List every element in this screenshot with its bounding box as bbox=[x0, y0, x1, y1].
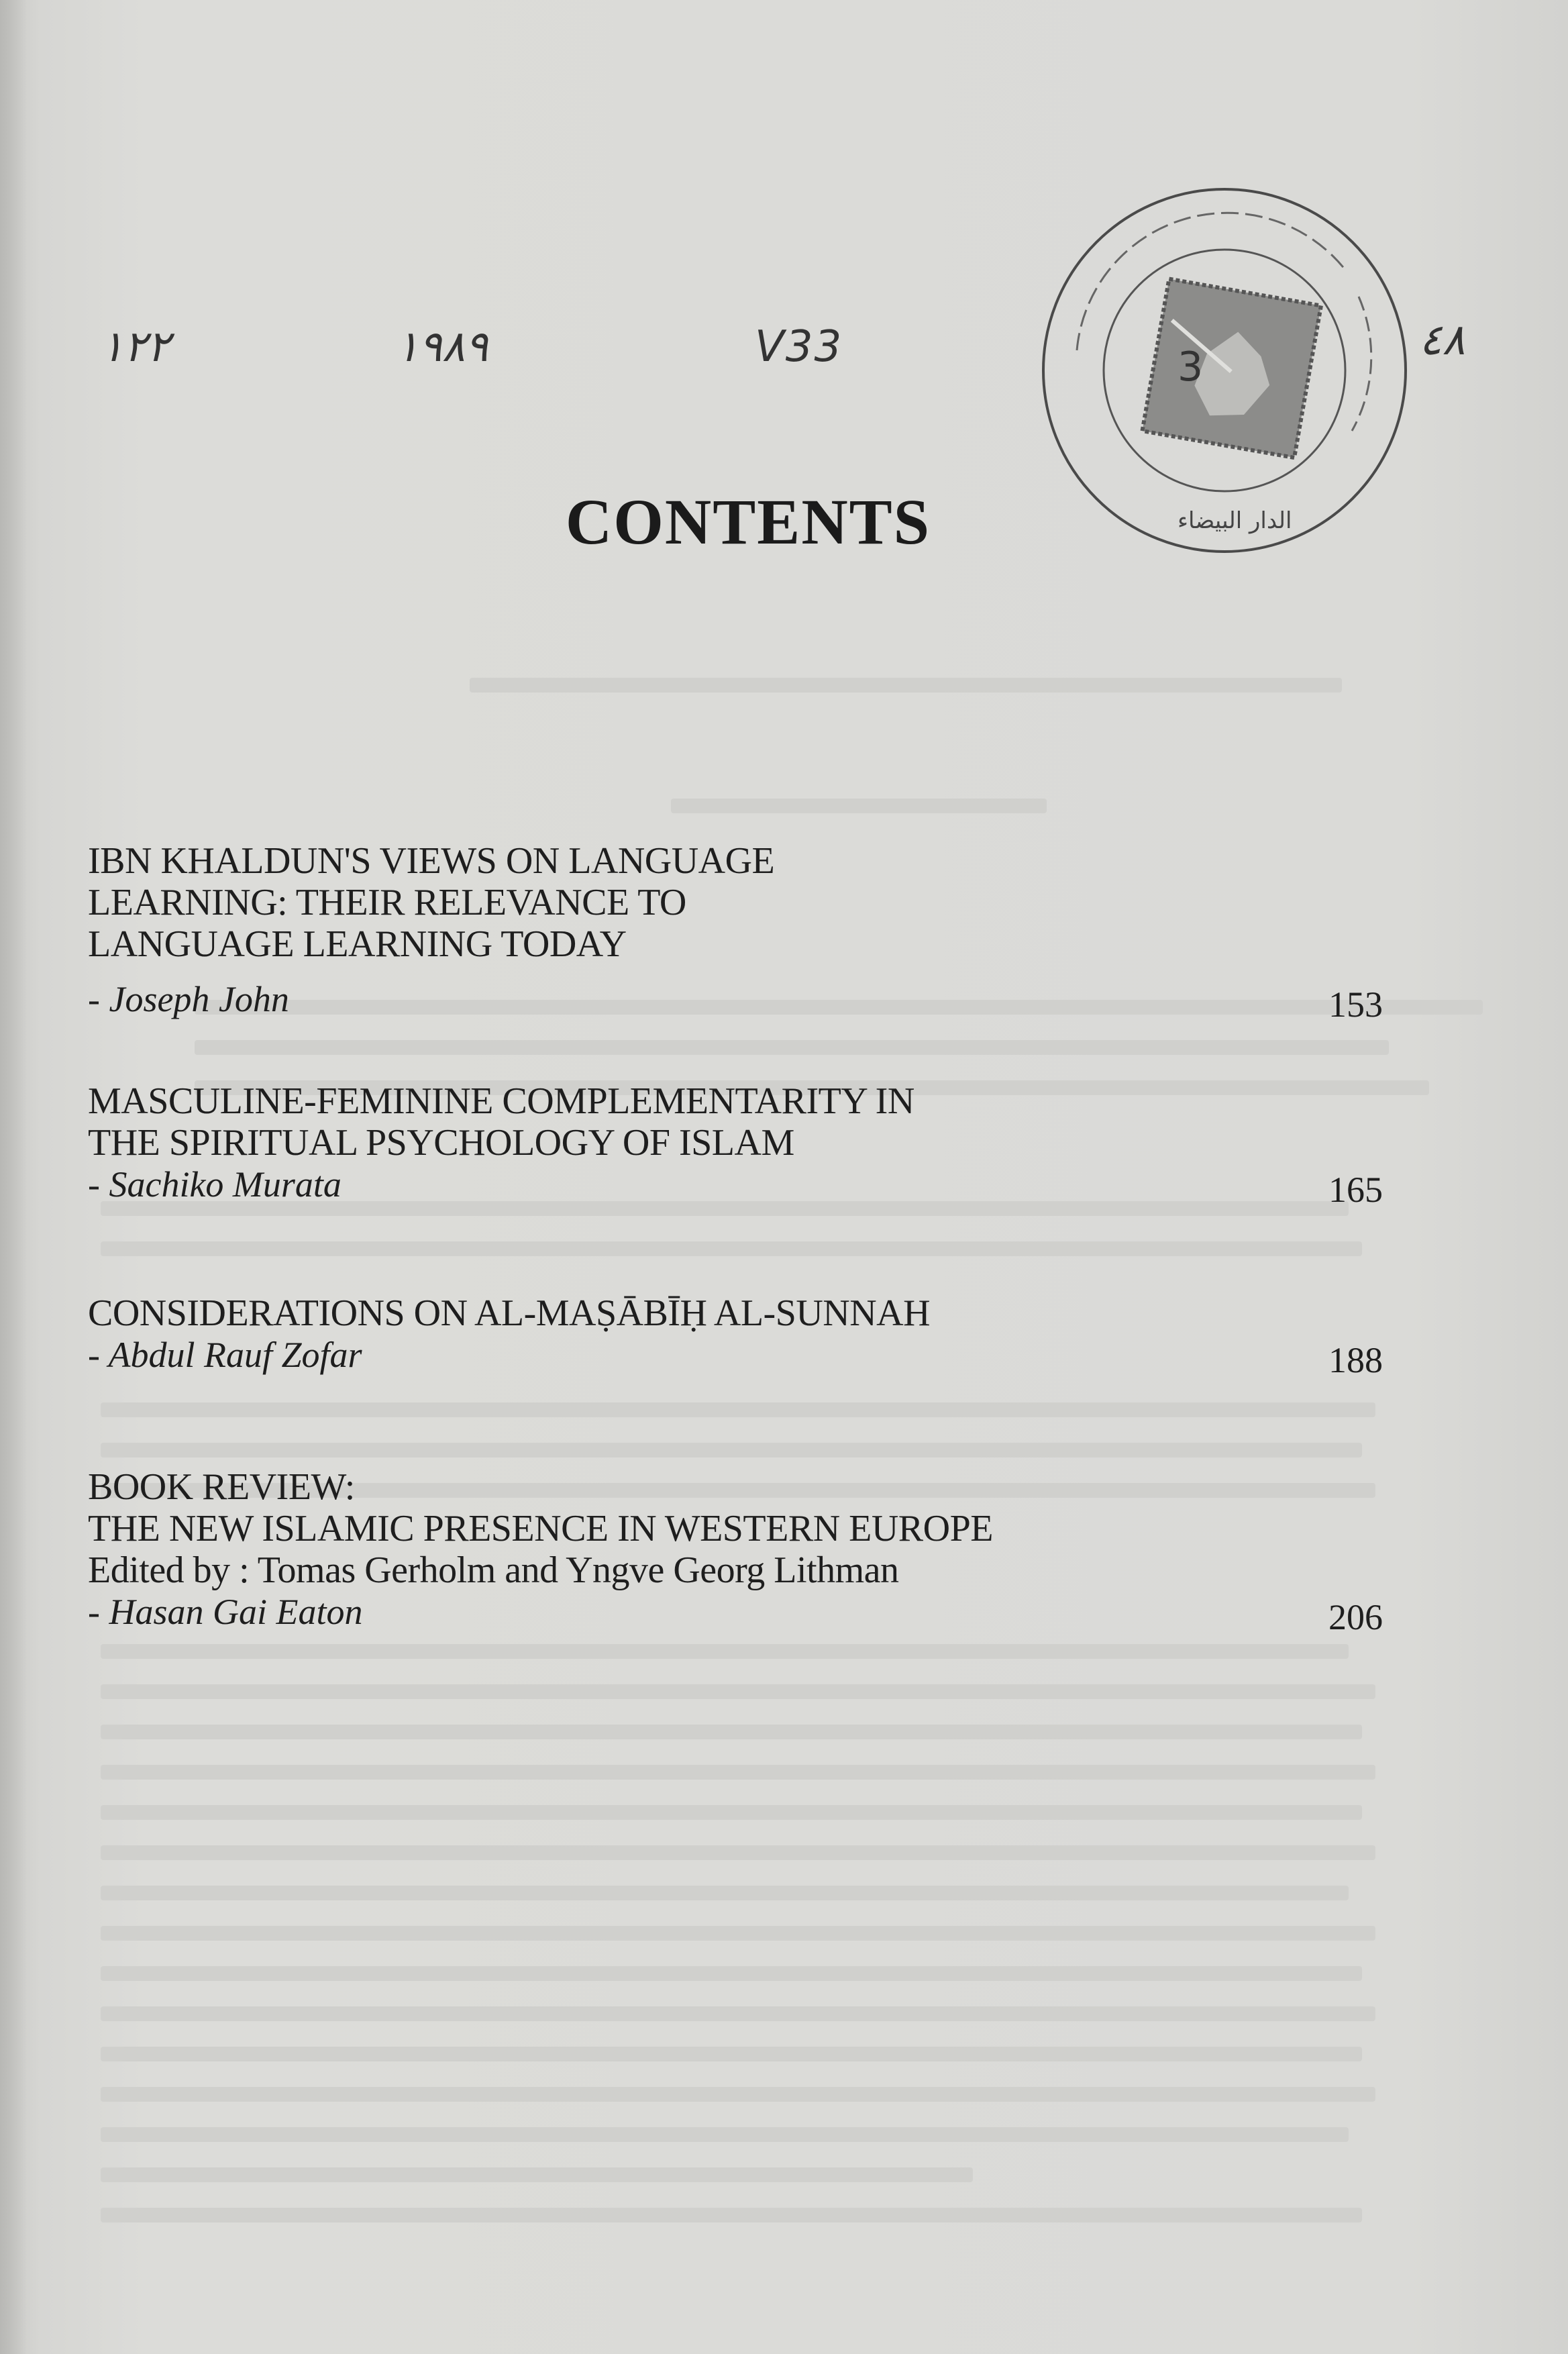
entry-author: - Hasan Gai Eaton bbox=[88, 1592, 363, 1632]
entry-title-line: LEARNING: THEIR RELEVANCE TO bbox=[88, 882, 686, 923]
page-edge-shadow bbox=[0, 0, 27, 2354]
stamp-number: 3 bbox=[1178, 344, 1204, 391]
entry-title-line: MASCULINE-FEMININE COMPLEMENTARITY IN bbox=[88, 1080, 914, 1122]
stamp-text: الدار البيضاء bbox=[1178, 507, 1292, 534]
entry-title-line: BOOK REVIEW: bbox=[88, 1466, 355, 1508]
contents-entry bbox=[88, 1466, 1383, 1635]
contents-entry bbox=[88, 1080, 1383, 1208]
entry-author-row bbox=[88, 1164, 1383, 1208]
entry-page-number: 188 bbox=[1328, 1340, 1383, 1380]
entry-page-number: 206 bbox=[1328, 1597, 1383, 1637]
page-title: CONTENTS bbox=[565, 486, 931, 558]
contents-entry bbox=[88, 1292, 1383, 1378]
entry-author-row bbox=[88, 1591, 1383, 1635]
handwritten-call-number-1: ١٢٢ bbox=[101, 322, 170, 372]
entry-author: - Joseph John bbox=[88, 979, 289, 1019]
handwritten-year: ١٩٨٩ bbox=[396, 322, 488, 372]
entry-title-line: CONSIDERATIONS ON AL-MAṢĀBĪḤ AL-SUNNAH bbox=[88, 1292, 931, 1334]
entry-title-line: Edited by : Tomas Gerholm and Yngve Georg Lithman bbox=[88, 1549, 899, 1591]
entry-title-line: THE SPIRITUAL PSYCHOLOGY OF ISLAM bbox=[88, 1122, 794, 1164]
entry-page-number: 153 bbox=[1328, 984, 1383, 1025]
entry-author: - Abdul Rauf Zofar bbox=[88, 1335, 362, 1375]
entry-title-line: IBN KHALDUN'S VIEWS ON LANGUAGE bbox=[88, 840, 775, 882]
entry-title-line: LANGUAGE LEARNING TODAY bbox=[88, 923, 627, 965]
entry-author-row bbox=[88, 978, 1383, 1023]
handwritten-volume: V33 bbox=[755, 322, 843, 372]
entry-page-number: 165 bbox=[1328, 1170, 1383, 1210]
entry-author: - Sachiko Murata bbox=[88, 1164, 342, 1205]
entry-author-row bbox=[88, 1334, 1383, 1378]
handwritten-number: ٤٨ bbox=[1419, 315, 1465, 365]
contents-entry bbox=[88, 840, 1383, 1023]
entry-title-line: THE NEW ISLAMIC PRESENCE IN WESTERN EUROPE bbox=[88, 1508, 993, 1549]
